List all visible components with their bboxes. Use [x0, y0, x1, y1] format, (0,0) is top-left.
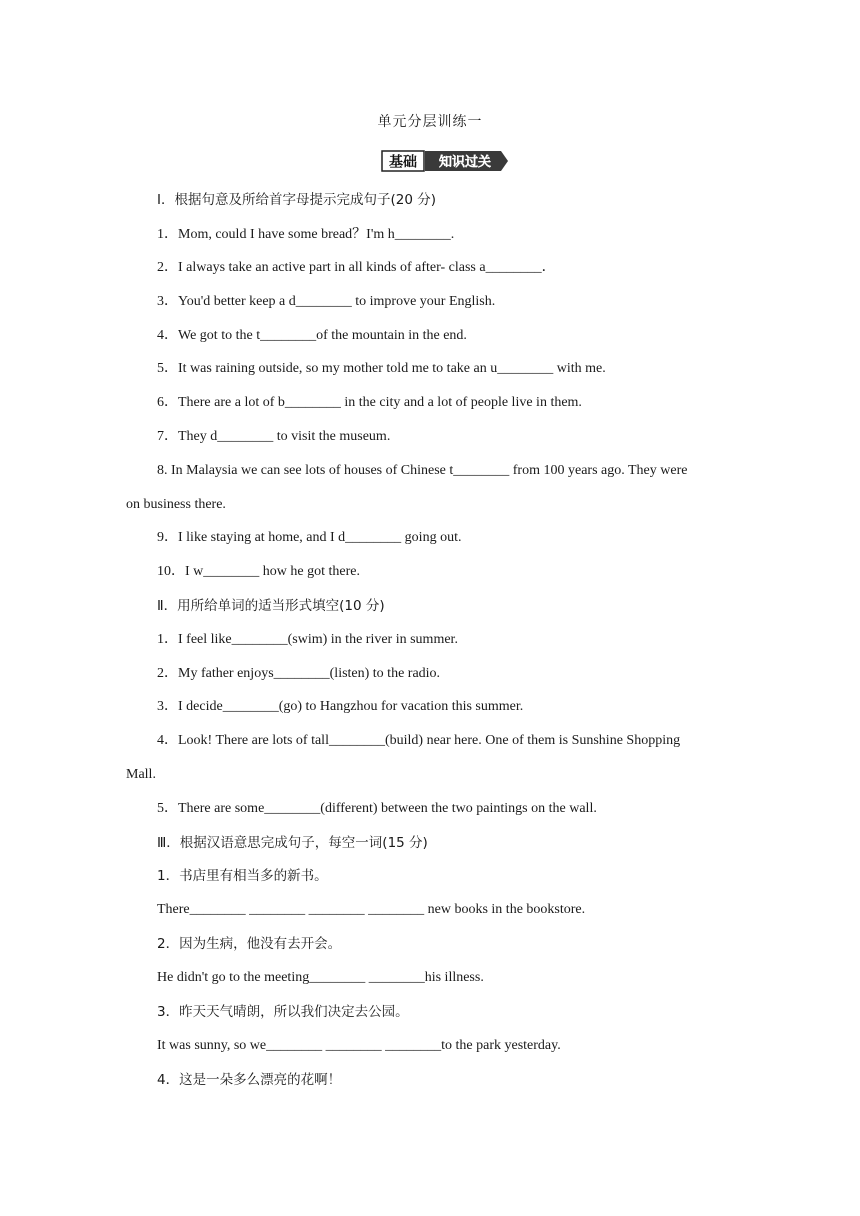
question-line: 4．We got to the t________of the mountain in the end.	[157, 328, 467, 343]
badge-left-text: 基础	[389, 154, 417, 171]
section-heading-2: Ⅱ．用所给单词的适当形式填空(10 分)	[157, 598, 385, 614]
question-line: 1．Mom, could I have some bread？I'm h________.	[157, 227, 455, 242]
question-line: 2．I always take an active part in all kinds of after- class a________．	[157, 260, 556, 275]
question-line: 9．I like staying at home, and I d________ going out.	[157, 530, 462, 545]
question-line: There________ ________ ________ ________ new books in the bookstore.	[157, 902, 586, 917]
page-title: 单元分层训练一	[377, 114, 483, 130]
question-line: 10．I w________ how he got there.	[157, 564, 360, 579]
chinese-prompt: 4．这是一朵多么漂亮的花啊！	[157, 1072, 342, 1088]
question-line: It was sunny, so we________ ________ ________to the park yesterday.	[157, 1038, 561, 1053]
question-line: 4．Look! There are lots of tall________(build) near here. One of them is Sunshine Shopping	[157, 733, 681, 748]
section-badge	[381, 149, 509, 173]
question-line: 3．You'd better keep a d________ to improve your English.	[157, 294, 496, 309]
question-line: 5．It was raining outside, so my mother told me to take an u________ with me.	[157, 361, 606, 376]
chinese-prompt: 1．书店里有相当多的新书。	[157, 868, 328, 884]
question-line: 3．I decide________(go) to Hangzhou for vacation this summer.	[157, 699, 524, 714]
question-line-continuation: on business there.	[126, 497, 226, 512]
question-line: 2．My father enjoys________(listen) to the radio.	[157, 666, 441, 681]
question-line: 6．There are a lot of b________ in the city and a lot of people live in them.	[157, 395, 582, 410]
question-line: He didn't go to the meeting________ ________his illness.	[157, 970, 484, 985]
badge-right-text: 知识过关	[438, 155, 492, 170]
question-line: 8. In Malaysia we can see lots of houses of Chinese t________ from 100 years ago. They were	[157, 463, 688, 478]
chinese-prompt: 3．昨天天气晴朗，所以我们决定去公园。	[157, 1004, 409, 1020]
question-line: 1．I feel like________(swim) in the river in summer.	[157, 632, 458, 647]
question-line: 7．They d________ to visit the museum.	[157, 429, 391, 444]
section-heading-3: Ⅲ．根据汉语意思完成句子，每空一词(15 分)	[157, 835, 428, 851]
chinese-prompt: 2．因为生病，他没有去开会。	[157, 936, 342, 952]
question-line-continuation: Mall.	[126, 767, 156, 782]
section-heading-1: Ⅰ．根据句意及所给首字母提示完成句子(20 分)	[157, 192, 436, 208]
question-line: 5．There are some________(different) between the two paintings on the wall.	[157, 801, 597, 816]
